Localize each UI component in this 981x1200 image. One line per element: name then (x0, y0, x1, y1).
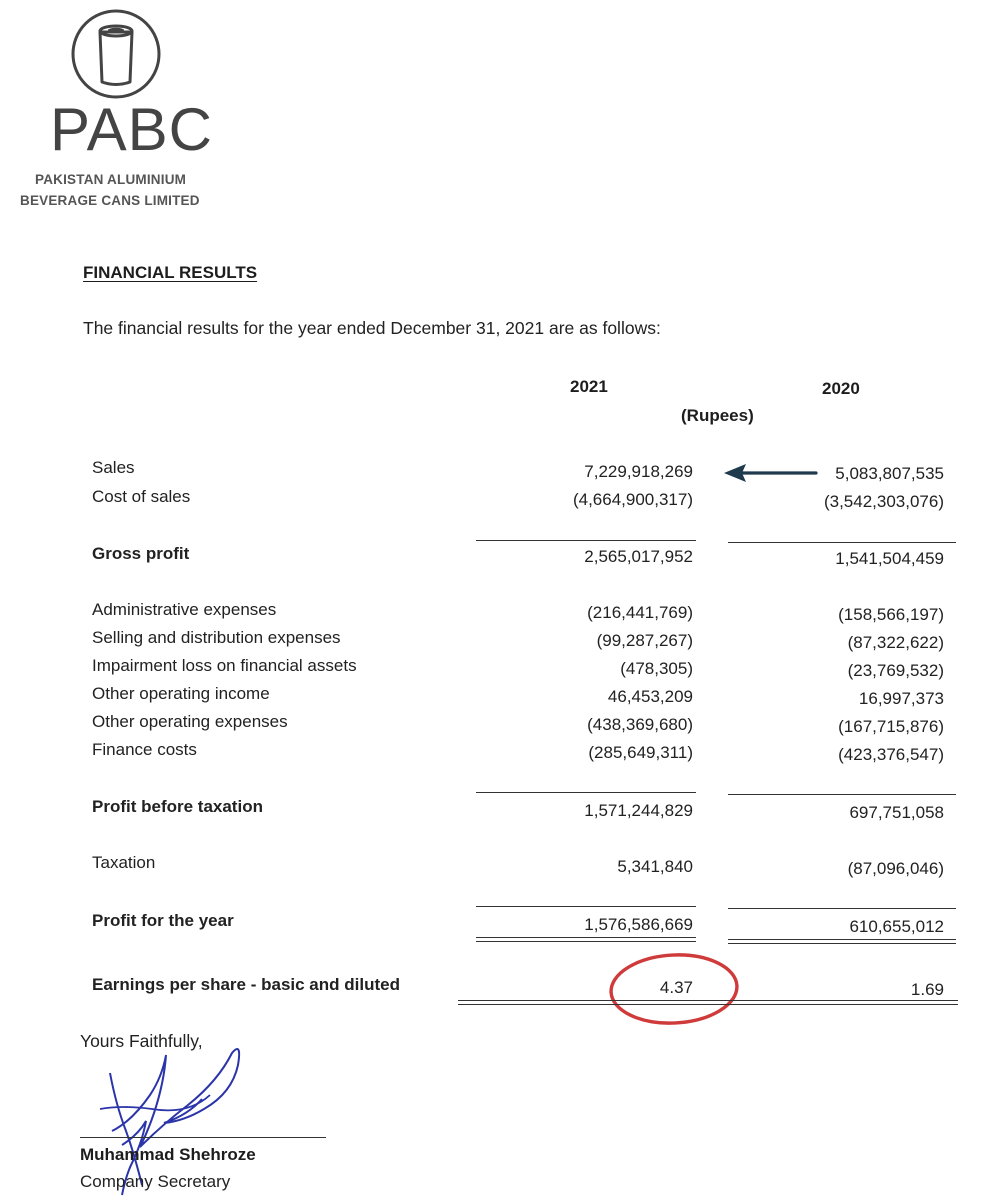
value-eps-2020: 1.69 (910, 980, 944, 999)
subtotal-rule (728, 542, 956, 543)
row-label-selling-expenses: Selling and distribution expenses (92, 628, 341, 647)
closing-text: Yours Faithfully, (80, 1031, 203, 1051)
can-logo-icon (70, 8, 162, 100)
value-pbt-2021: 1,571,244,829 (584, 801, 693, 820)
subtotal-rule (476, 906, 696, 907)
company-logo-text: PABC (50, 96, 213, 163)
row-label-other-expenses: Other operating expenses (92, 712, 288, 731)
row-label-cost-of-sales: Cost of sales (92, 487, 191, 506)
row-label-profit-before-tax: Profit before taxation (92, 797, 263, 816)
intro-text: The financial results for the year ended December 31, 2021 are as follows: (83, 318, 661, 338)
value-sales-2021: 7,229,918,269 (584, 462, 693, 481)
value-cost-of-sales-2020: (3,542,303,076) (823, 492, 944, 511)
value-selling-2020: (87,322,622) (847, 633, 944, 652)
value-admin-2020: (158,566,197) (838, 605, 944, 624)
value-other-expenses-2021: (438,369,680) (587, 715, 693, 734)
highlight-circle-icon (607, 950, 741, 1028)
value-taxation-2020: (87,096,046) (847, 859, 944, 878)
row-label-admin-expenses: Administrative expenses (92, 600, 277, 619)
value-taxation-2021: 5,341,840 (617, 857, 693, 876)
row-label-impairment-loss: Impairment loss on financial assets (92, 656, 357, 675)
value-sales-2020: 5,083,807,535 (835, 464, 944, 483)
row-label-other-income: Other operating income (92, 684, 270, 703)
row-label-profit-for-year: Profit for the year (92, 911, 234, 930)
value-cost-of-sales-2021: (4,664,900,317) (572, 490, 693, 509)
value-pbt-2020: 697,751,058 (849, 803, 944, 822)
row-label-sales: Sales (92, 458, 135, 477)
value-impairment-2021: (478,305) (620, 659, 693, 678)
row-label-taxation: Taxation (92, 853, 156, 872)
signer-name: Muhammad Shehroze (80, 1145, 256, 1164)
company-name-line1: PAKISTAN ALUMINIUM (35, 172, 187, 187)
value-selling-2021: (99,287,267) (596, 631, 693, 650)
subtotal-rule (728, 908, 956, 909)
subtotal-rule (476, 540, 696, 541)
grand-total-double-rule (458, 1000, 958, 1005)
company-name-line2: BEVERAGE CANS LIMITED (20, 193, 200, 208)
value-other-expenses-2020: (167,715,876) (838, 717, 944, 736)
value-eps-2021: 4.37 (659, 978, 693, 997)
column-header-2020: 2020 (822, 379, 860, 398)
column-header-2021: 2021 (570, 377, 608, 396)
value-other-income-2021: 46,453,209 (607, 687, 693, 706)
signer-title: Company Secretary (80, 1172, 231, 1191)
value-profit-year-2021: 1,576,586,669 (584, 915, 693, 934)
value-gross-profit-2020: 1,541,504,459 (835, 549, 944, 568)
value-other-income-2020: 16,997,373 (858, 689, 944, 708)
row-label-gross-profit: Gross profit (92, 544, 190, 563)
page-title: FINANCIAL RESULTS (83, 263, 258, 282)
row-label-eps: Earnings per share - basic and diluted (92, 975, 400, 994)
signature-line (80, 1137, 326, 1138)
subtotal-rule (476, 792, 696, 793)
currency-unit-label: (Rupees) (681, 406, 754, 425)
arrow-left-icon (722, 462, 818, 484)
total-double-rule (476, 937, 696, 942)
value-profit-year-2020: 610,655,012 (849, 917, 944, 936)
value-impairment-2020: (23,769,532) (847, 661, 944, 680)
value-admin-2021: (216,441,769) (587, 603, 693, 622)
row-label-finance-costs: Finance costs (92, 740, 197, 759)
value-finance-costs-2021: (285,649,311) (588, 743, 693, 762)
subtotal-rule (728, 794, 956, 795)
value-finance-costs-2020: (423,376,547) (838, 745, 944, 764)
value-gross-profit-2021: 2,565,017,952 (584, 547, 693, 566)
total-double-rule (728, 939, 956, 944)
